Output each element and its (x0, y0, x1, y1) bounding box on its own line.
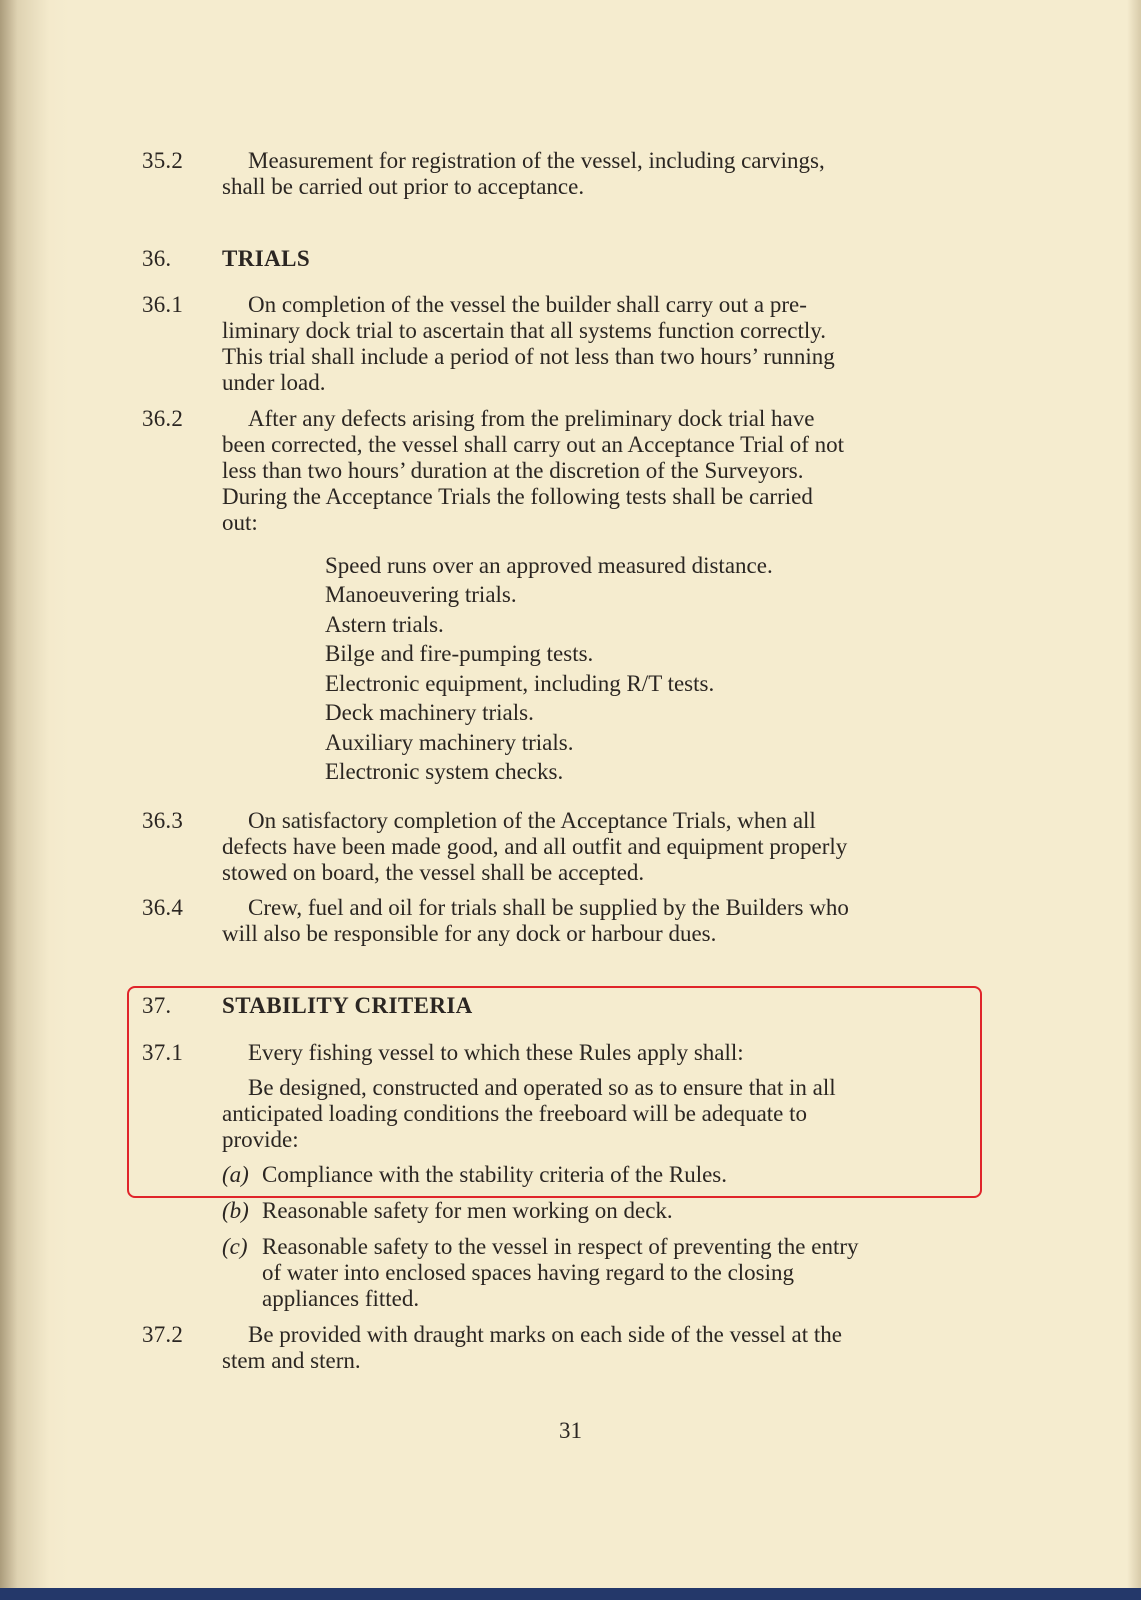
section-paragraph (222, 1322, 972, 1374)
page-spine-shadow (0, 0, 70, 1588)
text-line: stowed on board, the vessel shall be accepted. (222, 860, 645, 885)
item-letter: (c) (222, 1234, 248, 1259)
page-number: 31 (559, 1418, 582, 1443)
item-line: appliances fitted. (262, 1286, 420, 1311)
item-line: Reasonable safety for men working on deck. (262, 1198, 673, 1223)
section-number: 36.1 (142, 292, 184, 317)
text-line: After any defects arising from the preliminary dock trial have (248, 406, 815, 431)
item-line: Reasonable safety to the vessel in respect of preventing the entry (262, 1234, 859, 1259)
list-item: Speed runs over an approved measured distance. (325, 553, 773, 578)
text-line: Crew, fuel and oil for trials shall be supplied by the Builders who (248, 895, 849, 920)
text-line: This trial shall include a period of not less than two hours’ running (222, 344, 835, 369)
text-line: During the Acceptance Trials the following tests shall be carried (222, 484, 813, 509)
list-item: Bilge and fire-pumping tests. (325, 641, 594, 666)
item-line: Compliance with the stability criteria of the Rules. (262, 1162, 727, 1187)
section-number: 36. (142, 246, 172, 271)
text-line: Be provided with draught marks on each side of the vessel at the (248, 1322, 843, 1347)
text-line: Be designed, constructed and operated so as to ensure that in all (248, 1075, 836, 1100)
section-number: 37. (142, 993, 172, 1018)
section-paragraph (222, 292, 972, 396)
text-line: anticipated loading conditions the freeboard will be adequate to (222, 1101, 808, 1126)
section-title: TRIALS (222, 246, 311, 271)
text-line: Measurement for registration of the vessel, including carvings, (248, 148, 825, 173)
section-number: 36.3 (142, 808, 184, 833)
section-number: 37.2 (142, 1322, 184, 1347)
list-item: Astern trials. (325, 612, 444, 637)
section-paragraph (222, 148, 972, 200)
section-paragraph (222, 808, 972, 886)
text-line: liminary dock trial to ascertain that all systems function correctly. (222, 318, 826, 343)
item-letter: (a) (222, 1162, 249, 1187)
section-intro: Every fishing vessel to which these Rules apply shall: (248, 1040, 744, 1065)
section-paragraph (222, 895, 972, 947)
section-number: 35.2 (142, 148, 184, 173)
list-item: Manoeuvering trials. (325, 582, 517, 607)
text-line: shall be carried out prior to acceptance. (222, 174, 585, 199)
text-line: defects have been made good, and all outfit and equipment properly (222, 834, 848, 859)
section-number: 36.4 (142, 895, 184, 920)
page-edge-shadow (1127, 0, 1141, 1588)
text-line: been corrected, the vessel shall carry out an Acceptance Trial of not (222, 432, 845, 457)
text-line: stem and stern. (222, 1348, 361, 1373)
highlight-box (127, 986, 982, 1198)
text-line: out: (222, 510, 258, 535)
text-line: will also be responsible for any dock or harbour dues. (222, 921, 717, 946)
item-letter: (b) (222, 1198, 249, 1223)
list-item: Electronic system checks. (325, 759, 564, 784)
section-number: 37.1 (142, 1040, 184, 1065)
section-paragraph (222, 406, 972, 536)
book-cover-edge (0, 1588, 1141, 1600)
section-number: 36.2 (142, 406, 184, 431)
text-line: under load. (222, 370, 326, 395)
text-line: provide: (222, 1127, 299, 1152)
list-item: Auxiliary machinery trials. (325, 730, 574, 755)
list-item: Electronic equipment, including R/T tests. (325, 671, 715, 696)
list-item: Deck machinery trials. (325, 700, 534, 725)
section-title: STABILITY CRITERIA (222, 993, 473, 1018)
item-paragraph (262, 1234, 972, 1312)
text-line: On satisfactory completion of the Acceptance Trials, when all (248, 808, 816, 833)
item-line: of water into enclosed spaces having regard to the closing (262, 1260, 795, 1285)
text-line: less than two hours’ duration at the discretion of the Surveyors. (222, 458, 804, 483)
text-line: On completion of the vessel the builder shall carry out a pre- (248, 292, 807, 317)
